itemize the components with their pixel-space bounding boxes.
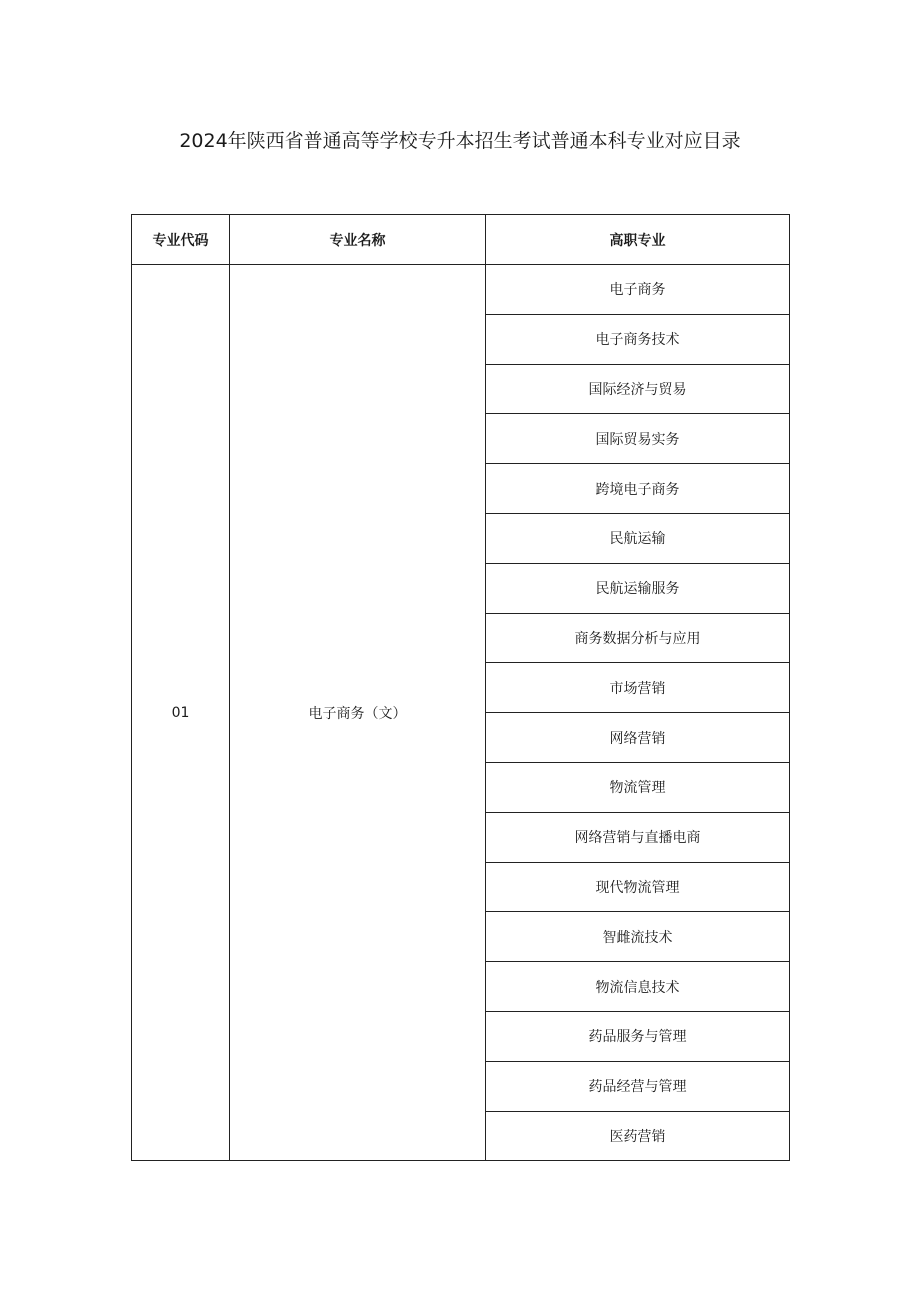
vocational-major-cell: 国际贸易实务 [486, 414, 790, 464]
document-title: 2024年陕西省普通高等学校专升本招生考试普通本科专业对应目录 [179, 130, 741, 152]
vocational-major-cell: 现代物流管理 [486, 862, 790, 912]
vocational-major-cell: 电子商务 [486, 265, 790, 315]
vocational-major-cell: 市场营销 [486, 663, 790, 713]
vocational-major-cell: 网络营销与直播电商 [486, 812, 790, 862]
major-code-cell: 01 [132, 265, 230, 1161]
vocational-major-cell: 医药营销 [486, 1111, 790, 1161]
vocational-major-cell: 智雌流技术 [486, 912, 790, 962]
vocational-major-cell: 民航运输服务 [486, 563, 790, 613]
vocational-major-cell: 民航运输 [486, 513, 790, 563]
header-major-code: 专业代码 [132, 215, 230, 265]
vocational-major-cell: 电子商务技术 [486, 314, 790, 364]
vocational-major-cell: 网络营销 [486, 713, 790, 763]
vocational-major-cell: 物流管理 [486, 762, 790, 812]
vocational-major-cell: 跨境电子商务 [486, 464, 790, 514]
vocational-major-cell: 药品服务与管理 [486, 1011, 790, 1061]
table-header-row [132, 215, 790, 265]
table-row [132, 265, 790, 315]
major-name-cell: 电子商务（文） [230, 265, 486, 1161]
vocational-major-cell: 商务数据分析与应用 [486, 613, 790, 663]
table-body [132, 265, 790, 1161]
vocational-major-cell: 国际经济与贸易 [486, 364, 790, 414]
vocational-major-cell: 药品经营与管理 [486, 1061, 790, 1111]
major-catalog-table [131, 214, 790, 1161]
header-vocational-major: 高职专业 [486, 215, 790, 265]
vocational-major-cell: 物流信息技术 [486, 962, 790, 1012]
header-major-name: 专业名称 [230, 215, 486, 265]
